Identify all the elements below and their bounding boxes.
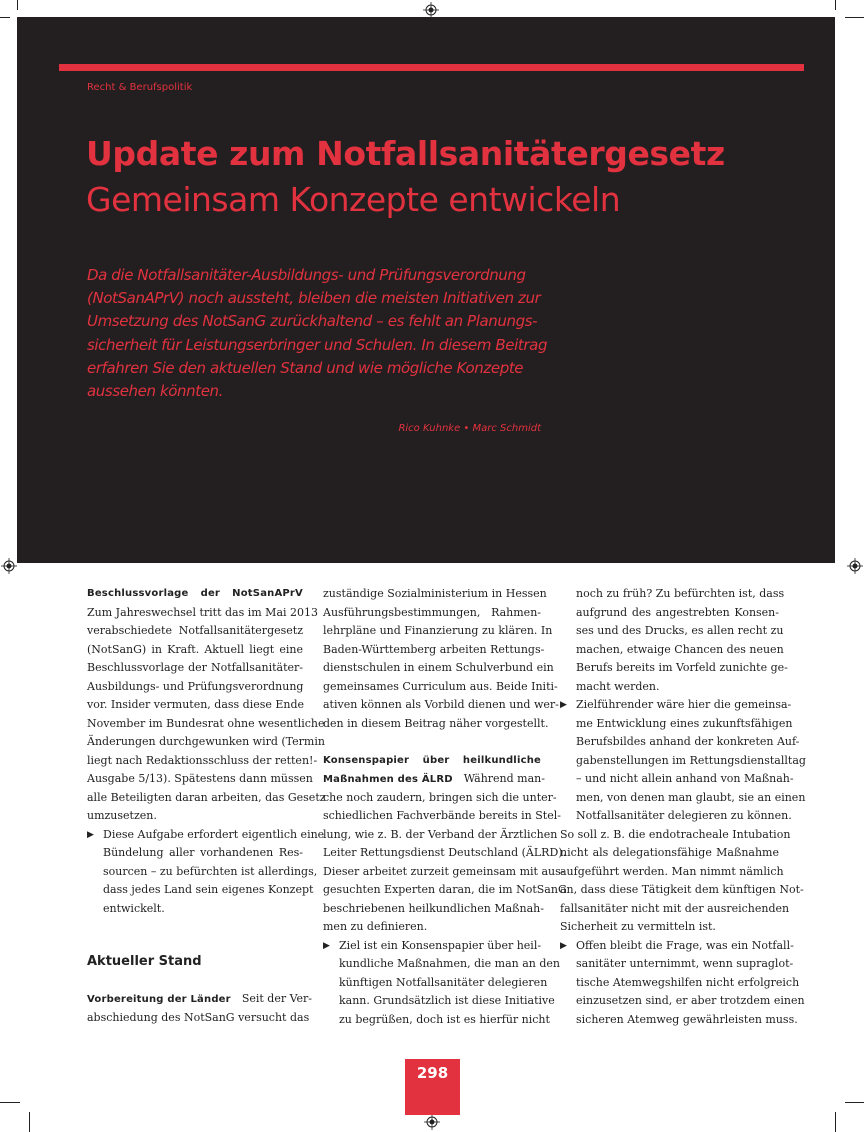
triangle-bullet-icon: ▶ [87,829,94,840]
text-line: den in diesem Beitrag näher vorgestellt. [323,716,549,730]
lead-line: erfahren Sie den aktuellen Stand und wie mögliche Konzepte [87,358,524,377]
section-heading: Aktueller Stand [87,954,202,969]
text-line: Beschlussvorlage der Notfallsanitäter- [87,661,303,674]
text-line: Berufsbildes anhand der konkreten Auf- [576,735,800,748]
text-line: Ziel ist ein Konsenspapier über heil- [339,938,542,952]
text-line: beschriebenen heilkundlichen Maßnah- [323,901,544,915]
text-line: Zielführender wäre hier die gemeinsa- [576,698,792,711]
text-column-3 [560,585,806,1029]
triangle-bullet-icon: ▶ [560,940,567,951]
text-line: Baden-Württemberg arbeiten Rettungs- [323,642,545,656]
text-line: Offen bleibt die Frage, was ein Notfall- [576,938,794,952]
text-line: sicheren Atemweg gewährleisten muss. [576,1012,798,1026]
text-line: Ausführungsbestimmungen, Rahmen- [323,605,541,619]
text-line: ses und des Drucks, es allen recht zu [576,624,784,637]
text-line: Ausgabe 5/13). Spätestens dann müssen [87,772,313,785]
crop-mark [835,0,836,10]
text-column-1 [87,585,326,918]
text-line: Änderungen durchgewunken wird (Termin [87,735,325,748]
lead-line: aussehen könnten. [87,382,224,401]
text-line: tische Atemwegshilfen nicht erfolgreich [576,975,800,989]
crop-mark [845,1102,864,1103]
text-line: noch zu früh? Zu befürchten ist, dass [576,587,785,600]
bullet-item [560,696,806,826]
spacer [323,733,541,752]
text-line: liegt nach Redaktionsschluss der retten!- [87,753,318,767]
text-line: Notfallsanitäter delegieren zu können. [576,809,792,822]
text-line: kundliche Maßnahmen, die man an den [339,957,560,970]
text-column-2 [323,585,567,1029]
text-line: Dieser arbeitet zurzeit gemeinsam mit aus- [323,864,565,878]
text-line: an, dass diese Tätigkeit dem künftigen Not- [560,883,804,896]
text-line: gesuchten Experten daran, die im NotSanG [323,883,567,896]
text-line: sourcen – zu befürchten ist allerdings, [103,864,318,878]
text-line: Ausbildungs- und Prüfungsverordnung [87,679,304,693]
text-line: zuständige Sozialministerium in Hessen [323,587,547,600]
lead-line: (NotSanAPrV) noch aussteht, bleiben die meisten Initiativen zur [87,289,541,308]
text-line: Berufs bereits im Vorfeld zunichte ge- [576,661,788,674]
page-number: 298 [416,1064,449,1082]
bullet-item [323,937,560,1030]
text-line: men zu definieren. [323,920,428,933]
text-line: aufgrund des angestrebten Konsen- [576,605,779,619]
text-line: Leiter Rettungsdienst Deutschland (ÄLRD). [323,846,567,859]
text-line: verabschiedete Notfallsanitätergesetz [87,624,303,637]
crop-mark [0,17,10,18]
text-line: gemeinsames Curriculum aus. Beide Initi- [323,679,558,693]
text-line: Sicherheit zu vermitteln ist. [560,920,716,933]
text-line: November im Bundesrat ohne wesentliche [87,716,325,730]
text-line: schiedlichen Fachverbände bereits in Stel- [323,809,561,822]
lead-line: Umsetzung des NotSanG zurückhaltend – es fehlt an Planungs- [87,312,538,331]
crop-mark [0,1102,20,1103]
text-line: So soll z. B. die endotracheale Intubation [560,827,791,841]
registration-mark-icon [847,558,863,574]
registration-mark-icon [424,1114,440,1130]
lead-paragraph [87,264,547,403]
text-line: lung, wie z. B. der Verband der Ärztlichen [323,827,558,841]
text-line: lehrpläne und Finanzierung zu klären. In [323,624,553,637]
text-line: alle Beteiligten daran arbeiten, das Gesetz [87,790,326,804]
text-line [323,770,545,789]
text-line: vor. Insider vermuten, dass diese Ende [87,698,305,711]
text-fragment: Während man- [463,772,545,785]
text-line: me Entwicklung eines zukunftsfähigen [576,716,793,730]
text-line: sanitäter unternimmt, wenn supraglot- [576,957,794,970]
crop-mark [17,0,18,10]
text-line: machen, etwaige Chancen des neuen [576,642,784,656]
article-title: Update zum Notfallsanitätergesetz [86,134,725,173]
text-line: – und nicht allein anhand von Maßnah- [576,772,794,785]
text-line: che noch zaudern, bringen sich die unter- [323,790,557,804]
triangle-bullet-icon: ▶ [323,940,330,951]
text-line: umzusetzen. [87,809,157,822]
text-fragment: Seit der Ver- [241,992,313,1005]
text-line: macht werden. [576,679,660,693]
text-line: men, von denen man glaubt, sie an einen [576,790,806,804]
text-line: Zum Jahreswechsel tritt das im Mai 2013 [87,605,319,619]
text-line: Diese Aufgabe erfordert eigentlich eine [103,827,325,841]
text-line: entwickelt. [103,901,165,915]
registration-mark-icon [423,2,439,18]
lead-line: sicherheit für Leistungserbringer und Schulen. In diesem Beitrag [87,335,548,354]
text-line: nicht als delegationsfähige Maßnahme [560,846,779,859]
text-line: abschiedung des NotSanG versucht das [87,1010,310,1024]
text-line: aufgeführt werden. Man nimmt nämlich [560,864,784,878]
text-line: dass jedes Land sein eigenes Konzept [103,883,314,896]
text-line: künftigen Notfallsanitäter delegieren [339,975,548,989]
text-line: gabenstellungen im Rettungsdienstalltag [576,753,806,767]
text-line: ativen können als Vorbild dienen und wer- [323,698,559,711]
accent-bar [59,64,804,71]
run-in-heading: Beschlussvorlage der NotSanAPrV [87,588,303,599]
run-in-heading: Maßnahmen des ÄLRD [323,774,453,785]
authors: Rico Kuhnke • Marc Schmidt [398,423,541,434]
bullet-item [560,937,805,1030]
article-subtitle: Gemeinsam Konzepte entwickeln [86,180,621,219]
bullet-continuation [560,585,788,696]
text-line: (NotSanG) in Kraft. Aktuell liegt eine [87,642,303,656]
text-column-1-bottom [87,990,313,1027]
registration-mark-icon [1,558,17,574]
bullet-item [87,826,325,919]
run-in-heading: Vorbereitung der Länder [87,994,231,1005]
text-line: dienstschulen in einem Schulverbund ein [323,661,554,674]
text-line [87,990,313,1009]
text-line: fallsanitäter nicht mit der ausreichenden [560,901,790,915]
triangle-bullet-icon: ▶ [560,700,567,710]
crop-mark [29,1112,30,1132]
run-in-heading: Konsenspapier über heilkundliche [323,754,541,766]
section-label: Recht & Berufspolitik [87,82,193,93]
crop-mark [845,17,864,18]
text-line: zu begrüßen, doch ist es hierfür nicht [339,1012,550,1026]
text-line: kann. Grundsätzlich ist diese Initiative [339,994,555,1007]
text-line: Bündelung aller vorhandenen Res- [103,846,303,859]
text-line: einzusetzen sind, er aber trotzdem einen [576,994,805,1007]
lead-line: Da die Notfallsanitäter-Ausbildungs- und Prüfungsverordnung [87,266,526,284]
crop-mark [835,1112,836,1132]
